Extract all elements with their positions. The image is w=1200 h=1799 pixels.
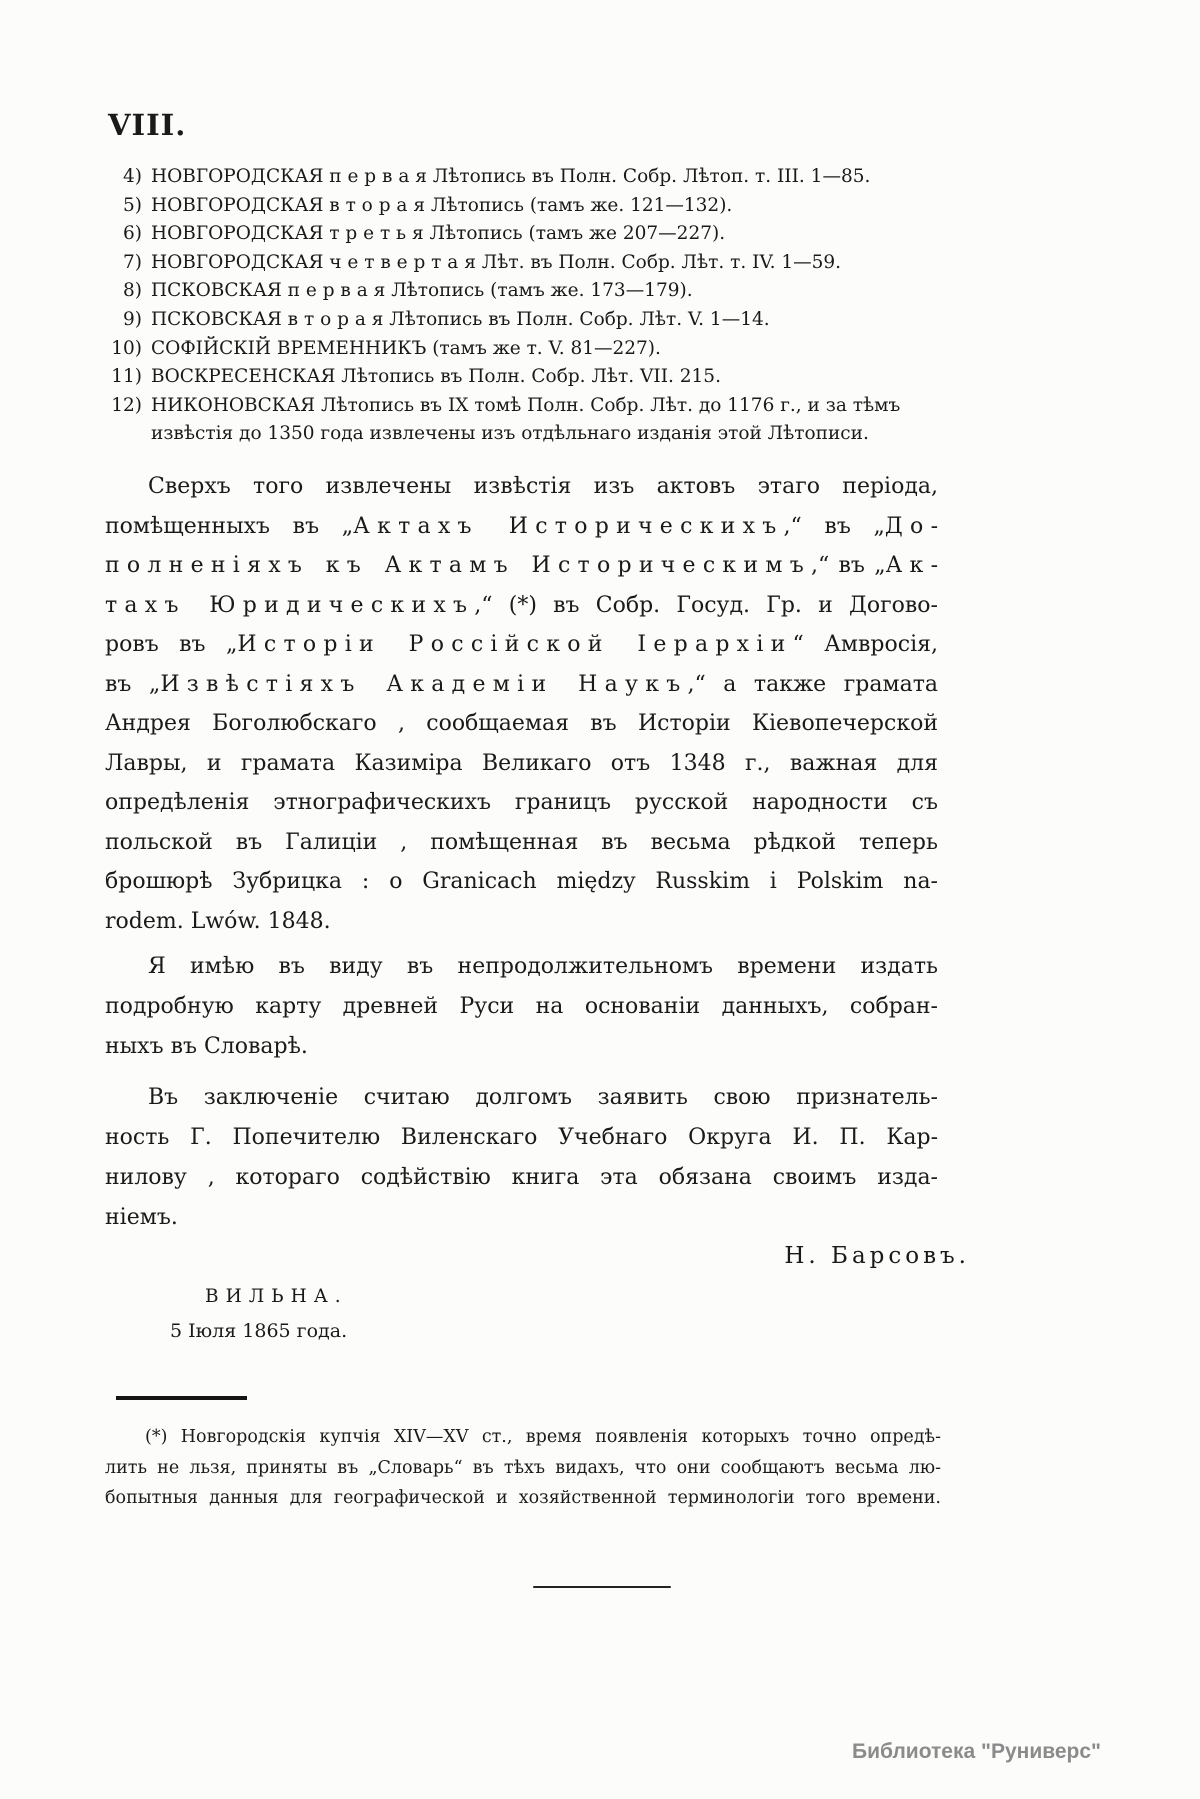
library-watermark: Библиотека "Руниверс" (852, 1740, 1102, 1763)
item-number: 9) (123, 308, 142, 330)
bibliography-item (108, 363, 968, 392)
place-line: ВИЛЬНА. (205, 1286, 348, 1307)
date-line: 5 Іюля 1865 года. (170, 1320, 348, 1342)
bibliography-item (108, 277, 968, 306)
text-line: rodem. Lwów. 1848. (105, 908, 331, 934)
end-divider (533, 1586, 671, 1588)
item-text: НОВГОРОДСКАЯ в т о р а я Лѣтопись (тамъ же. 121—132). (151, 194, 733, 216)
footnote-rule (116, 1396, 247, 1400)
text-line: подробную карту древней Руси на основаніи данныхъ, собран- (105, 994, 938, 1019)
text-line: Сверхъ того извлечены извѣстія изъ актовъ этаго періода, (148, 474, 938, 499)
item-text: ВОСКРЕСЕНСКАЯ Лѣтопись въ Полн. Собр. Лѣт. VII. 215. (151, 366, 721, 388)
text-line: ровъ въ „Исторіи Россійской Іерархіи“ Амвросія, (105, 632, 938, 657)
text-line: помѣщенныхъ въ „Актахъ Историческихъ,“ въ „До- (105, 513, 938, 539)
paragraph-map-plan (105, 947, 938, 1067)
item-number: 4) (123, 166, 142, 187)
item-number: 7) (123, 251, 142, 273)
item-number: 5) (123, 194, 142, 216)
item-text: НОВГОРОДСКАЯ ч е т в е р т а я Лѣт. въ Полн. Собр. Лѣт. т. IV. 1—59. (151, 251, 842, 273)
item-text: НОВГОРОДСКАЯ т р е т ь я Лѣтопись (тамъ же 207—227). (151, 223, 726, 245)
text-line: ніемъ. (105, 1205, 178, 1230)
text-line: (*) Новгородскія купчія XIV—XV ст., время появленія которыхъ точно опредѣ- (145, 1427, 941, 1447)
item-number: 10) (111, 337, 142, 359)
author-signature: Н. Барсовъ. (784, 1243, 970, 1269)
text-line: ныхъ въ Словарѣ. (105, 1034, 308, 1059)
text-line: брошюрѣ Зубрицка : о Granicach między Russkim i Polskim na- (105, 869, 938, 894)
bibliography-item (108, 306, 968, 335)
item-text: НОВГОРОДСКАЯ п е р в а я Лѣтопись въ Полн. Собр. Лѣтоп. т. III. 1—85. (151, 166, 871, 187)
text-line: Я имѣю въ виду въ непродолжительномъ времени издать (148, 954, 938, 979)
paragraph-sources (105, 467, 938, 941)
item-text: СОФІЙСКІЙ ВРЕМЕННИКЪ (тамъ же т. V. 81—227). (151, 337, 661, 359)
text-line: бопытныя данныя для географической и хозяйственной терминологіи того времени. (105, 1488, 941, 1508)
text-line: польской въ Галиціи , помѣщенная въ весьма рѣдкой теперь (105, 829, 938, 855)
bibliography-item (108, 249, 968, 278)
bibliography-item (108, 335, 968, 364)
text-line: въ „Извѣстіяхъ Академіи Наукъ,“ а также грамата (105, 671, 938, 697)
text-line: ность Г. Попечителю Виленскаго Учебнаго Округа И. П. Кар- (105, 1125, 938, 1150)
text-line: опредѣленія этнографическихъ границъ русской народности съ (105, 790, 938, 815)
text-line: нилову , котораго содѣйствію книга эта обязана своимъ изда- (105, 1165, 938, 1190)
item-text-continuation: извѣстія до 1350 года извлечены изъ отдѣльнаго изданія этой Лѣтописи. (151, 423, 869, 445)
item-text: НИКОНОВСКАЯ Лѣтопись въ IX томѣ Полн. Собр. Лѣт. до 1176 г., и за тѣмъ (151, 394, 901, 416)
bibliography-item (108, 220, 968, 249)
item-number: 11) (111, 366, 142, 388)
bibliography-item (108, 163, 968, 192)
page-heading: VIII. (108, 108, 187, 142)
bibliography-item (108, 392, 968, 421)
item-text: ПСКОВСКАЯ в т о р а я Лѣтопись въ Полн. Собр. Лѣт. V. 1—14. (151, 308, 770, 330)
text-line: Лавры, и грамата Казиміра Великаго отъ 1348 г., важная для (105, 750, 938, 776)
text-line: Андрея Боголюбскаго , сообщаемая въ Исторіи Кіевопечерской (105, 711, 938, 736)
footnote (105, 1422, 941, 1514)
paragraph-acknowledgement (105, 1078, 938, 1238)
text-line: полненіяхъ къ Актамъ Историческимъ,“ въ „Ак- (105, 553, 938, 578)
item-number: 8) (123, 280, 142, 302)
item-number: 12) (111, 394, 142, 416)
text-line: тахъ Юридическихъ,“ (*) въ Собр. Госуд. Гр. и Догово- (105, 592, 938, 618)
text-line: лить не льзя, приняты въ „Словарь“ въ тѣхъ видахъ, что они сообщаютъ весьма лю- (105, 1457, 941, 1478)
bibliography-list (108, 163, 968, 449)
text-line: Въ заключеніе считаю долгомъ заявить свою признатель- (148, 1085, 938, 1110)
item-number: 6) (123, 223, 142, 245)
bibliography-item (108, 192, 968, 221)
item-text: ПСКОВСКАЯ п е р в а я Лѣтопись (тамъ же. 173—179). (151, 280, 693, 302)
